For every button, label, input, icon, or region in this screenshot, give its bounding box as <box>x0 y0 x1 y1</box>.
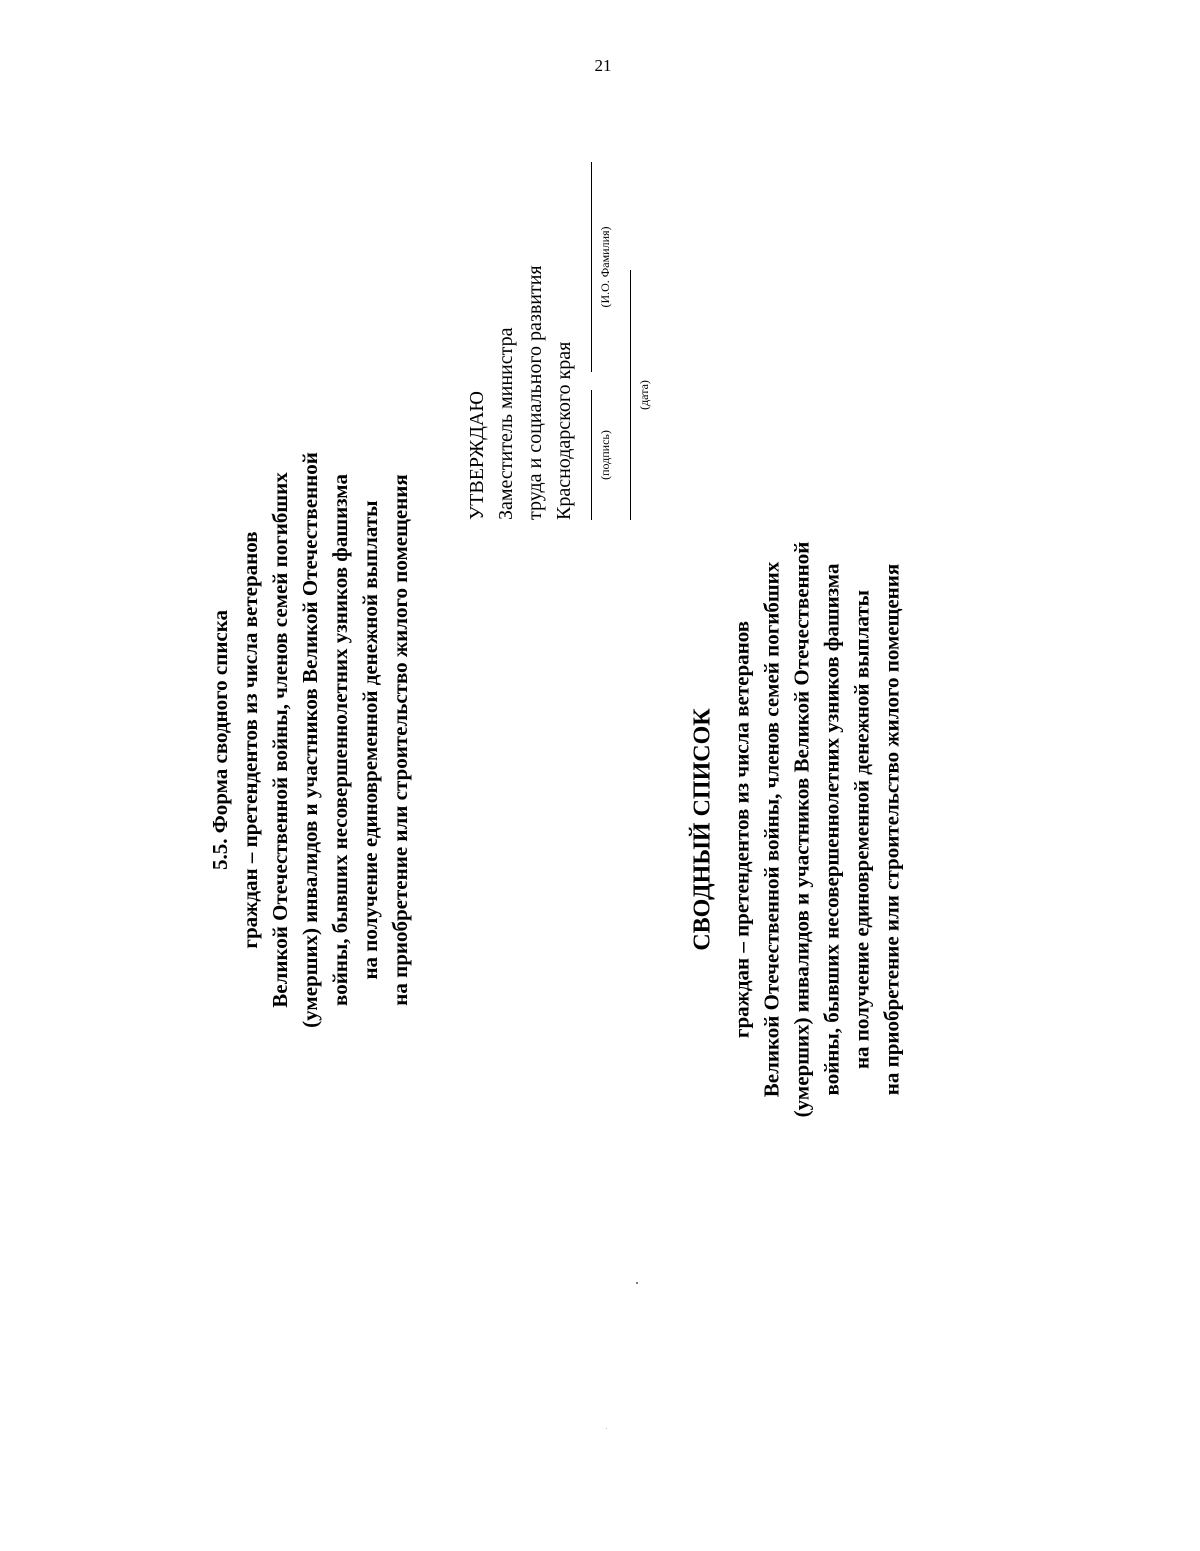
signature-row <box>591 160 614 520</box>
form-title-line: войны, бывших несовершеннолетних узников фашизма <box>328 474 352 1006</box>
list-title-line: на приобретение или строительство жилого помещения <box>879 563 904 1096</box>
approval-position-line: труда и социального развития <box>524 265 546 520</box>
list-title-line: граждан – претендентов из числа ветеранов <box>729 620 754 1039</box>
form-title-heading: 5.5. Форма сводного списка <box>208 609 232 871</box>
list-title-line: (умерших) инвалидов и участников Великой Отечественной <box>789 541 814 1118</box>
signature-field <box>591 390 614 520</box>
signature-caption: (подпись) <box>598 430 612 480</box>
list-title-line: Великой Отечественной войны, членов семей погибших <box>759 561 784 1098</box>
form-title-block <box>205 380 435 1100</box>
date-field <box>630 270 653 520</box>
approval-block <box>463 160 693 520</box>
signature-line <box>591 390 592 520</box>
form-title-line: на приобретение или строительство жилого помещения <box>388 474 412 1006</box>
form-title-line: на получение единовременной денежной выплаты <box>358 500 382 980</box>
name-caption: (И.О. Фамилия) <box>598 226 612 308</box>
approval-position-line: Заместитель министра <box>495 327 517 520</box>
list-title-line: на получение единовременной денежной выплаты <box>849 589 874 1070</box>
scan-speck <box>636 1282 638 1284</box>
approval-position-line: Краснодарского края <box>553 341 575 520</box>
name-line <box>591 162 592 372</box>
approval-title: УТВЕРЖДАЮ <box>466 391 488 520</box>
name-field <box>591 162 614 372</box>
form-title-line: граждан – претендентов из числа ветеранов <box>238 531 262 949</box>
list-title-block <box>683 470 958 1190</box>
scan-speck <box>606 1428 607 1429</box>
form-title-line: (умерших) инвалидов и участников Великой Отечественной <box>298 452 322 1028</box>
date-caption: (дата) <box>637 380 651 410</box>
date-line <box>630 270 631 520</box>
page-number: 21 <box>594 56 612 75</box>
list-title-line: войны, бывших несовершеннолетних узников фашизма <box>819 563 844 1096</box>
list-title-heading: СВОДНЫЙ СПИСОК <box>689 708 716 951</box>
form-title-line: Великой Отечественной войны, членов семей погибших <box>268 472 292 1008</box>
